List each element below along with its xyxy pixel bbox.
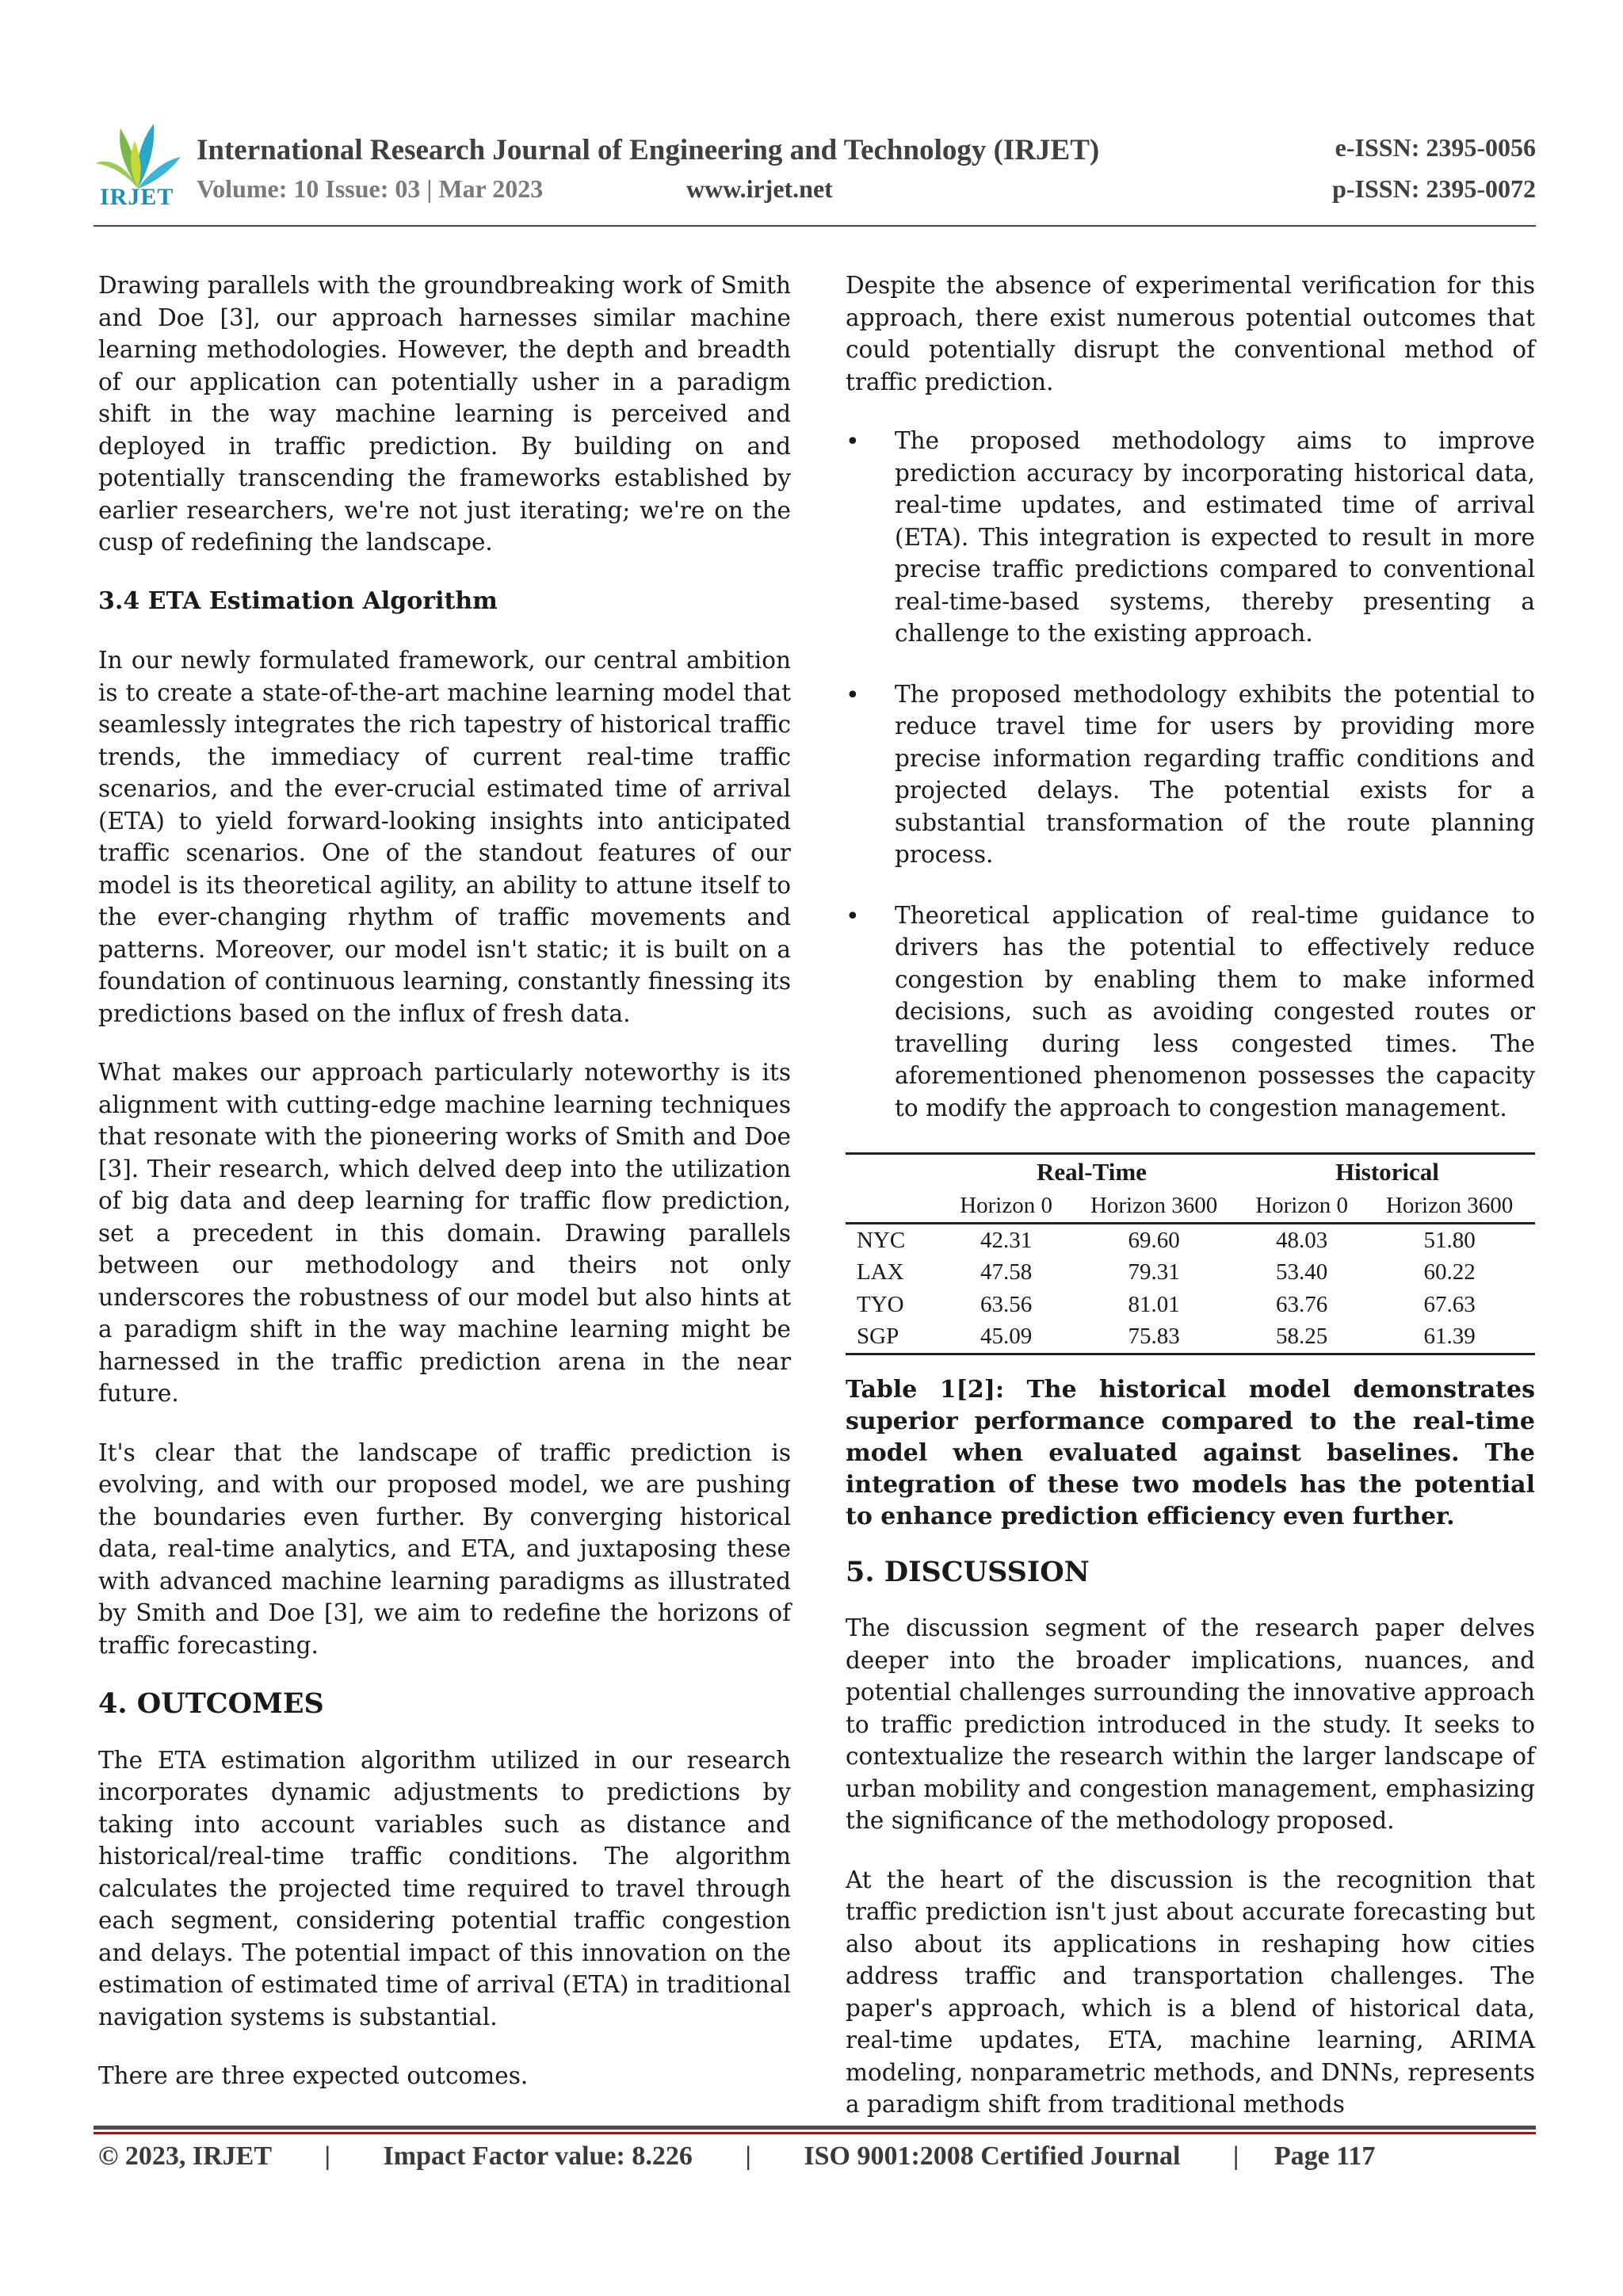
footer-divider (94, 2126, 1536, 2130)
column-header: Horizon 3600 (1364, 1190, 1535, 1223)
bullet-icon: • (846, 428, 860, 456)
table-cell: 61.39 (1364, 1320, 1535, 1354)
paragraph: At the heart of the discussion is the recognition that traffic prediction isn't just about accurate forecasting but also about its applications in reshaping how cities address traffic and transportation challenges. The paper's approach, which is a blend of historical data, real-time updates, ETA, machine learning, ARIMA modeling, nonparametric methods, and DNNs, represents a paradigm shift from traditional methods (846, 1866, 1535, 2118)
list-item-text: Theoretical application of real-time guidance to drivers has the potential to effectively reduce congestion by enabling them to make informed decisions, such as avoiding congested routes or travelling during less congested times. The aforementioned phenomenon possesses the capacity to modify the approach to congestion management. (895, 901, 1535, 1121)
logo-wordmark: IRJET (100, 184, 174, 210)
paragraph: There are three expected outcomes. (98, 2062, 529, 2089)
group-header: Real-Time (944, 1154, 1239, 1190)
footer-impact-factor: Impact Factor value: 8.226 (383, 2141, 693, 2171)
table-cell: 63.56 (980, 1291, 1033, 1317)
right-column (846, 269, 1535, 2148)
table-column-row (846, 1190, 1535, 1223)
volume-info: Volume: 10 Issue: 03 | Mar 2023 (197, 174, 544, 203)
results-table (846, 1152, 1535, 1355)
table-caption: Table 1[2]: The historical model demonstrates superior performance compared to the real-time model when evaluated against baselines. The integration of these two models has the potential to enhance prediction efficiency even further. (846, 1375, 1535, 1530)
footer-separator: | (1232, 2141, 1239, 2171)
section-heading: 5. DISCUSSION (846, 1555, 1090, 1588)
table-cell: 42.31 (980, 1227, 1033, 1253)
paragraph: The ETA estimation algorithm utilized in our research incorporates dynamic adjustments to predictions by taking into account variables such as distance and historical/real-time traffic conditions. The algorithm calculates the projected time required to travel through each segment, considering potential traffic congestion and delays. The potential impact of this innovation on the estimation of estimated time of arrival (ETA) in traditional navigation systems is substantial. (98, 1746, 791, 2030)
page-header (94, 119, 1536, 222)
paragraph: Despite the absence of experimental verification for this approach, there exist numerous potential outcomes that could potentially disrupt the conventional method of traffic prediction. (846, 272, 1535, 395)
bullet-icon: • (846, 902, 860, 930)
table-cell: 45.09 (944, 1320, 1068, 1354)
outcomes-list (846, 425, 1535, 1124)
paragraph: Drawing parallels with the groundbreaking work of Smith and Doe [3], our approach harnesses similar machine learning methodologies. However, the depth and breadth of our application can potentially usher in a paradigm shift in the way machine learning is perceived and deployed in traffic prediction. By building on and potentially transcending the frameworks established by earlier researchers, we're not just iterating; we're on the cusp of redefining the landscape. (98, 272, 791, 556)
e-issn: e-ISSN: 2395-0056 (1335, 133, 1536, 162)
paragraph: In our newly formulated framework, our central ambition is to create a state-of-the-art machine learning model that seamlessly integrates the rich tapestry of historical traffic trends, the immediacy of current real-time traffic scenarios, and the ever-crucial estimated time of arrival (ETA) to yield forward-looking insights into anticipated traffic scenarios. One of the standout features of our model is its theoretical agility, an ability to attune itself to the ever-changing rhythm of traffic movements and patterns. Moreover, our model isn't static; it is built on a foundation of continuous learning, constantly finessing its predictions based on the influx of fresh data. (98, 647, 791, 1027)
column-header: Horizon 0 (944, 1190, 1068, 1223)
table-cell: 67.63 (1423, 1291, 1476, 1317)
table-row (846, 1223, 1535, 1256)
irjet-logo (94, 119, 182, 212)
table-row (846, 1256, 1535, 1289)
journal-title: International Research Journal of Engineering and Technology (IRJET) (197, 134, 1100, 166)
bullet-icon: • (846, 681, 860, 709)
footer-iso: ISO 9001:2008 Certified Journal (804, 2141, 1181, 2171)
journal-website: www.irjet.net (686, 174, 833, 203)
table-cell: 58.25 (1239, 1320, 1364, 1354)
table-row (846, 1320, 1535, 1354)
page-footer (98, 2141, 1536, 2172)
footer-copyright: © 2023, IRJET (98, 2141, 273, 2171)
column-header: Horizon 0 (1239, 1190, 1364, 1223)
group-header: Historical (1239, 1154, 1535, 1190)
results-table-wrapper (846, 1152, 1535, 1355)
paragraph: The discussion segment of the research paper delves deeper into the broader implications, nuances, and potential challenges surrounding the innovative approach to traffic prediction introduced in the study. It seeks to contextualize the research within the larger landscape of urban mobility and congestion management, emphasizing the significance of the methodology proposed. (846, 1614, 1535, 1834)
table-cell: 75.83 (1068, 1320, 1239, 1354)
row-label: LAX (857, 1259, 904, 1285)
header-divider (94, 225, 1536, 227)
leaf-icon (94, 119, 182, 190)
left-column (98, 269, 791, 2119)
table-cell: 53.40 (1275, 1259, 1328, 1285)
row-label: SGP (846, 1320, 944, 1354)
list-item (846, 900, 1535, 1125)
paragraph: It's clear that the landscape of traffic prediction is evolving, and with our proposed model, we are pushing the boundaries even further. By converging historical data, real-time analytics, and ETA, and juxtaposing these with advanced machine learning paradigms as illustrated by Smith and Doe [3], we aim to redefine the horizons of traffic forecasting. (98, 1438, 791, 1659)
table-cell: 51.80 (1423, 1227, 1476, 1253)
list-item-text: The proposed methodology exhibits the potential to reduce travel time for users by providing more precise information regarding traffic conditions and projected delays. The potential exists for a substantial transformation of the route planning process. (895, 680, 1535, 868)
footer-divider-accent (94, 2132, 1536, 2134)
paragraph: What makes our approach particularly noteworthy is its alignment with cutting-edge machine learning techniques that resonate with the pioneering works of Smith and Doe [3]. Their research, which delved deep into the utilization of big data and deep learning for traffic flow prediction, set a precedent in this domain. Drawing parallels between our methodology and theirs not only underscores the robustness of our model but also hints at a paradigm shift in the way machine learning might be harnessed in the traffic prediction arena in the near future. (98, 1059, 791, 1407)
list-item (846, 425, 1535, 650)
row-label: NYC (857, 1227, 906, 1253)
table-cell: 47.58 (980, 1259, 1033, 1285)
footer-page-number: Page 117 (1274, 2141, 1376, 2171)
table-group-row (846, 1154, 1535, 1190)
table-cell: 63.76 (1275, 1291, 1328, 1317)
row-label: TYO (857, 1291, 904, 1317)
table-row (846, 1289, 1535, 1321)
table-cell: 60.22 (1423, 1259, 1476, 1285)
section-heading: 4. OUTCOMES (98, 1687, 324, 1720)
table-cell: 81.01 (1128, 1291, 1180, 1317)
table-cell: 69.60 (1128, 1227, 1180, 1253)
table-cell: 48.03 (1275, 1227, 1328, 1253)
list-item (846, 678, 1535, 871)
table-cell: 79.31 (1128, 1259, 1180, 1285)
subsection-heading: 3.4 ETA Estimation Algorithm (98, 586, 498, 615)
footer-separator: | (745, 2141, 751, 2171)
p-issn: p-ISSN: 2395-0072 (1332, 174, 1536, 203)
footer-separator: | (324, 2141, 331, 2171)
list-item-text: The proposed methodology aims to improve prediction accuracy by incorporating historical data, real-time updates, and estimated time of arrival (ETA). This integration is expected to result in more precise traffic predictions compared to conventional real-time-based systems, thereby presenting a challenge to the existing approach. (895, 427, 1535, 647)
column-header: Horizon 3600 (1068, 1190, 1239, 1223)
